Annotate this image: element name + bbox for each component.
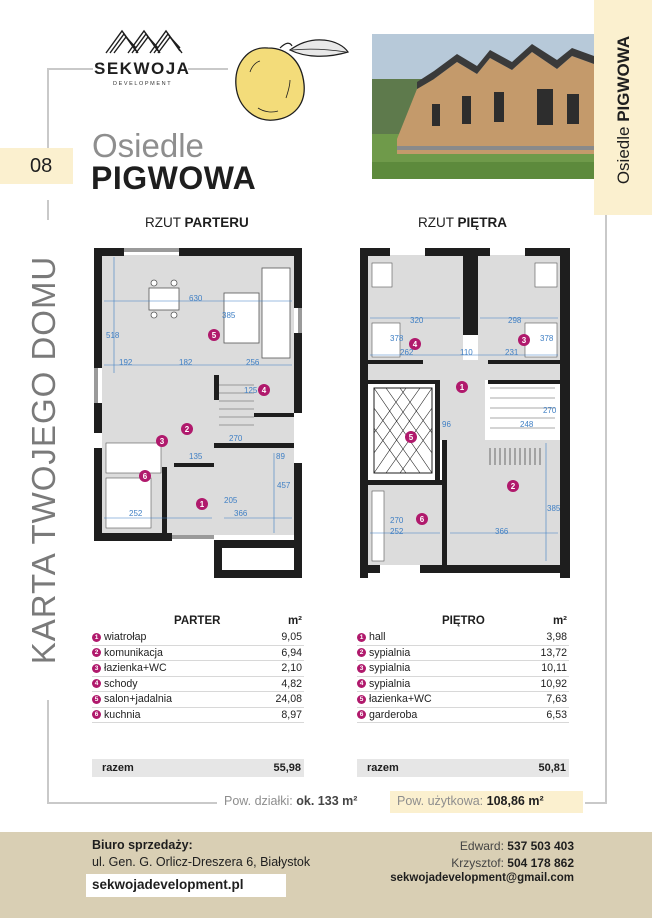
svg-text:378: 378 [540, 334, 554, 343]
svg-text:270: 270 [543, 406, 557, 415]
table-row: 6 garderoba 6,53 [357, 708, 569, 724]
svg-text:3: 3 [159, 437, 165, 446]
frame-line [188, 68, 228, 70]
svg-text:89: 89 [276, 452, 285, 461]
svg-text:205: 205 [224, 496, 238, 505]
svg-text:4: 4 [412, 340, 418, 349]
svg-text:366: 366 [234, 509, 248, 518]
frame-line [47, 68, 93, 70]
phone-edward[interactable]: Edward: 537 503 403 [459, 839, 574, 853]
table-row: 1 wiatrołap 9,05 [92, 630, 304, 646]
parter-unit: m² [287, 615, 302, 627]
svg-text:630: 630 [189, 294, 203, 303]
svg-text:6: 6 [142, 472, 148, 481]
svg-text:518: 518 [106, 331, 120, 340]
frame-line [47, 200, 49, 220]
svg-text:4: 4 [261, 386, 267, 395]
pietro-heading: PIĘTRO [442, 615, 485, 627]
svg-text:3: 3 [521, 336, 527, 345]
parter-table [92, 612, 304, 723]
svg-text:262: 262 [400, 348, 414, 357]
frame-line [605, 215, 607, 804]
house-number: 08 [30, 155, 53, 177]
svg-text:248: 248 [520, 420, 534, 429]
ground-plan-title: RZUT PARTERU [145, 215, 249, 230]
office-address: ul. Gen. G. Orlicz-Dreszera 6, Białystok [92, 855, 311, 869]
upper-plan-title: RZUT PIĘTRA [418, 215, 508, 230]
svg-text:256: 256 [246, 358, 260, 367]
plot-area: Pow. działki: ok. 133 m² [224, 794, 358, 808]
phone-krzysztof[interactable]: Krzysztof: 504 178 862 [451, 856, 574, 870]
svg-text:457: 457 [277, 481, 291, 490]
svg-text:192: 192 [119, 358, 133, 367]
svg-text:110: 110 [460, 348, 473, 357]
table-row: 4 schody 4,82 [92, 677, 304, 693]
svg-text:385: 385 [222, 311, 236, 320]
svg-text:2: 2 [184, 425, 190, 434]
svg-text:5: 5 [408, 433, 414, 442]
logo-subtitle: DEVELOPMENT [113, 81, 173, 87]
svg-text:252: 252 [129, 509, 143, 518]
website-link[interactable]: sekwojadevelopment.pl [92, 877, 244, 892]
table-row: 5 salon+jadalnia 24,08 [92, 692, 304, 708]
frame-line [47, 802, 217, 804]
frame-line [47, 68, 49, 148]
page-title-line2: PIGWOWA [91, 160, 257, 196]
usable-area: Pow. użytkowa: 108,86 m² [397, 794, 544, 808]
table-row: 2 komunikacja 6,94 [92, 646, 304, 662]
svg-text:298: 298 [508, 316, 522, 325]
email-link[interactable]: sekwojadevelopment@gmail.com [390, 872, 574, 884]
page-title-line1: Osiedle [92, 127, 204, 164]
svg-text:366: 366 [495, 527, 509, 536]
table-row: 3 łazienka+WC 2,10 [92, 661, 304, 677]
svg-text:5: 5 [211, 331, 217, 340]
pietro-total-row: razem 50,81 [357, 759, 569, 777]
svg-text:96: 96 [442, 420, 451, 429]
logo-name: SEKWOJA [94, 59, 191, 78]
svg-text:1: 1 [459, 383, 465, 392]
svg-text:252: 252 [390, 527, 404, 536]
table-row: 4 sypialnia 10,92 [357, 677, 569, 693]
table-row: 3 sypialnia 10,11 [357, 661, 569, 677]
svg-text:135: 135 [189, 452, 203, 461]
upper-floor-plan [360, 243, 570, 578]
frame-line [47, 700, 49, 803]
svg-text:182: 182 [179, 358, 193, 367]
svg-text:1: 1 [199, 500, 205, 509]
pietro-table [357, 612, 569, 723]
parter-heading: PARTER [174, 615, 221, 627]
side-tab-label: Osiedle PIGWOWA [614, 35, 633, 185]
svg-text:125: 125 [244, 386, 258, 395]
svg-text:231: 231 [505, 348, 519, 357]
house-photo [372, 34, 594, 179]
svg-text:270: 270 [229, 434, 243, 443]
quince-fruit-illustration [228, 28, 352, 128]
vertical-title: KARTA TWOJEGO DOMU [25, 248, 63, 673]
svg-text:385: 385 [547, 504, 561, 513]
svg-text:378: 378 [390, 334, 404, 343]
ground-floor-plan [94, 243, 302, 578]
frame-line [585, 802, 607, 804]
office-label: Biuro sprzedaży: [92, 838, 193, 852]
table-row: 2 sypialnia 13,72 [357, 646, 569, 662]
table-row: 1 hall 3,98 [357, 630, 569, 646]
table-row: 6 kuchnia 8,97 [92, 708, 304, 724]
pietro-unit: m² [552, 615, 567, 627]
svg-text:6: 6 [419, 515, 425, 524]
svg-text:2: 2 [510, 482, 516, 491]
svg-text:270: 270 [390, 516, 404, 525]
parter-total-row: razem 55,98 [92, 759, 304, 777]
svg-text:320: 320 [410, 316, 424, 325]
table-row: 5 łazienka+WC 7,63 [357, 692, 569, 708]
